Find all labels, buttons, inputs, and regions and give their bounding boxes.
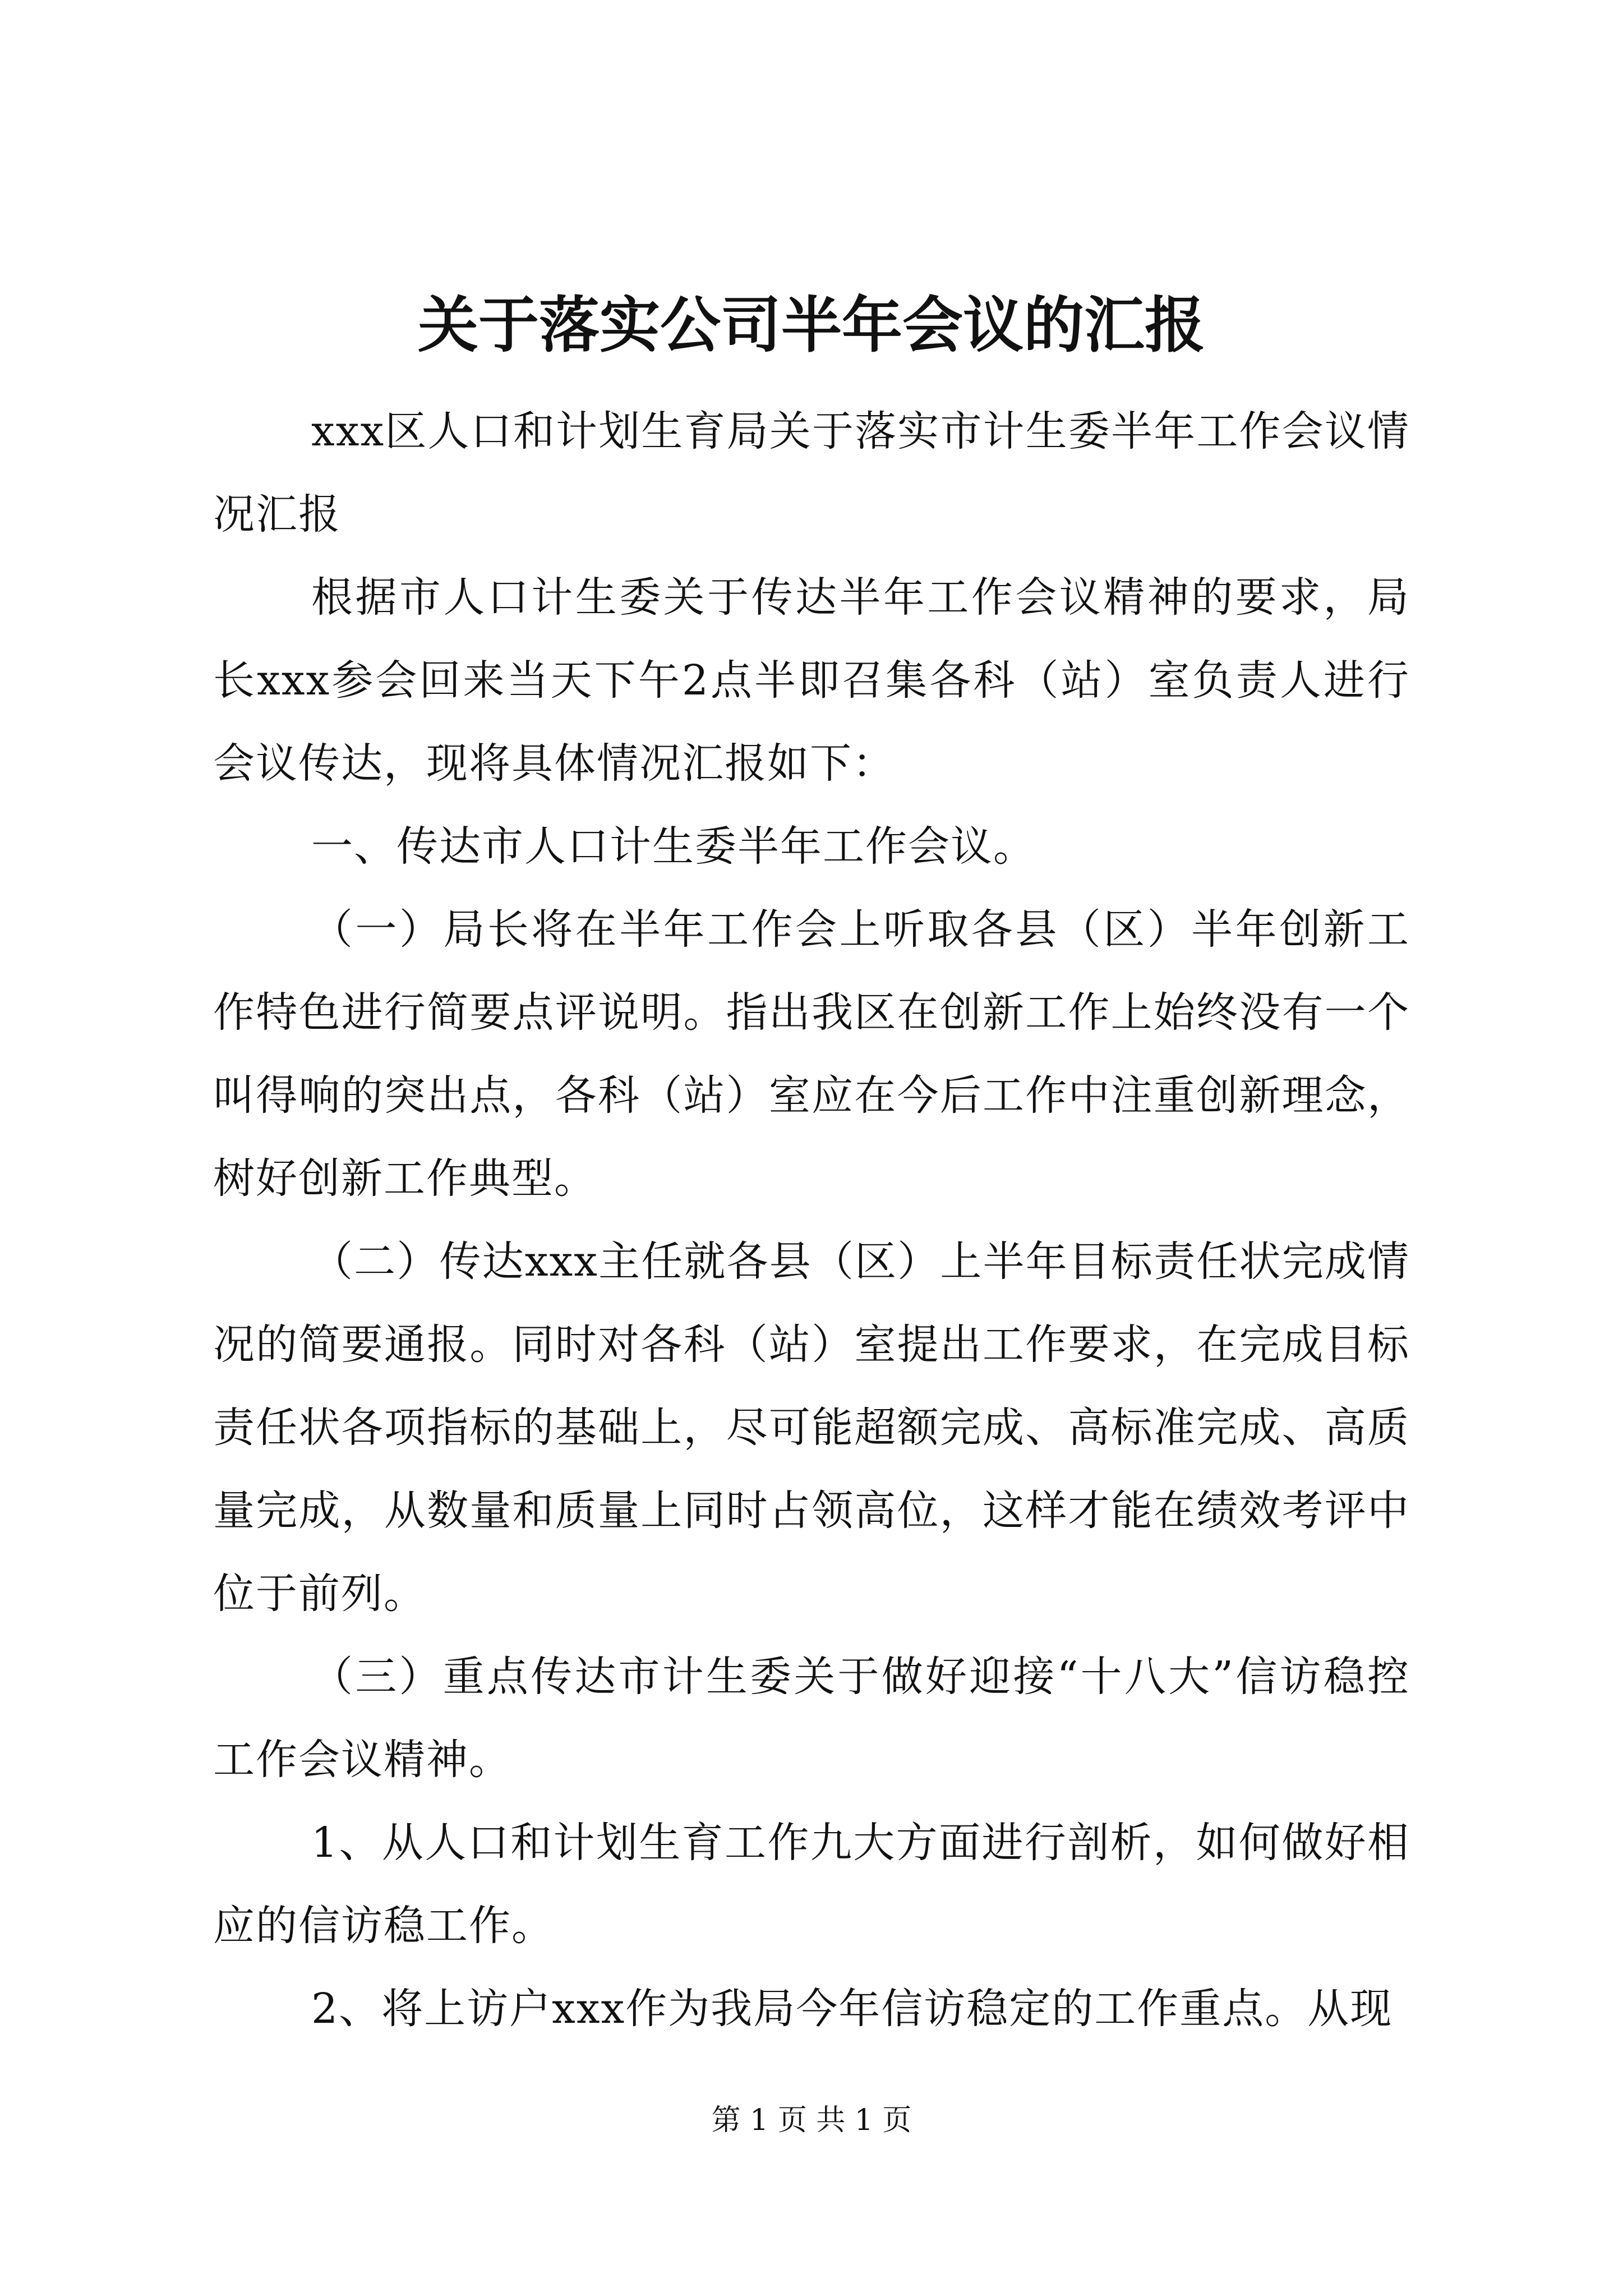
paragraph-7: 1、从人口和计划生育工作九大方面进行剖析，如何做好相应的信访稳工作。 xyxy=(213,1819,1410,1950)
paragraph-4: （一）局长将在半年工作会上听取各县（区）半年创新工作特色进行简要点评说明。指出我区在创新工作上始终没有一个叫得响的突出点，各科（站）室应在今后工作中注重创新理念，树好创新工作典型。 xyxy=(213,905,1410,1203)
document-title: 关于落实公司半年会议的汇报 xyxy=(417,290,1205,361)
document-body xyxy=(213,390,1410,2050)
paragraph-3: 一、传达市人口计生委半年工作会议。 xyxy=(311,822,1036,871)
page-footer: 第 1 页 共 1 页 xyxy=(711,2104,912,2137)
paragraph-6: （三）重点传达市计生委关于做好迎接“十八大”信访稳控工作会议精神。 xyxy=(213,1653,1410,1784)
paragraph-1: xxx区人口和计划生育局关于落实市计生委半年工作会议情况汇报 xyxy=(213,407,1410,539)
paragraph-2: 根据市人口计生委关于传达半年工作会议精神的要求，局长xxx参会回来当天下午2点半即召集各科（站）室负责人进行会议传达，现将具体情况汇报如下： xyxy=(213,573,1410,788)
paragraph-5: （二）传达xxx主任就各县（区）上半年目标责任状完成情况的简要通报。同时对各科（站）室提出工作要求，在完成目标责任状各项指标的基础上，尽可能超额完成、高标准完成、高质量完成，从数量和质量上同时占领高位，这样才能在绩效考评中位于前列。 xyxy=(213,1237,1410,1618)
paragraph-8: 2、将上访户xxx作为我局今年信访稳定的工作重点。从现 xyxy=(311,1985,1393,2033)
